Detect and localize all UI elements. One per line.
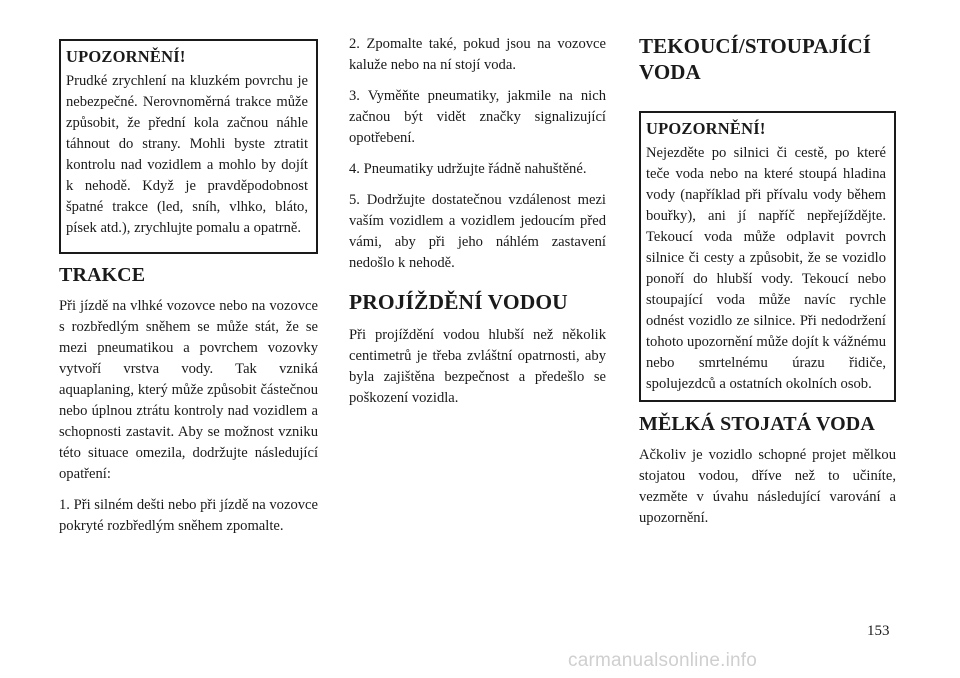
section-title-driving-through-water: PROJÍŽDĚNÍ VODOU [349,290,568,314]
section-title-flowing-water [639,33,896,85]
warning-box-acceleration [59,39,318,254]
column-middle [349,0,606,419]
section-title-shallow-standing-water: MĚLKÁ STOJATÁ VODA [639,413,875,435]
watermark: carmanualsonline.info [568,650,758,671]
traction-step-3: 3. Vyměňte pneumatiky, jakmile na nich začnou být vidět značky signalizující opotřebení. [349,88,606,146]
page-number: 153 [867,623,890,639]
warning-title: UPOZORNĚNÍ! [646,119,766,138]
section-title-flowing-water-line2: VODA [639,60,701,84]
warning-text: Nejezděte po silnici či cestě, po které teče voda nebo na které stoupá hladina vody (například při přívalu vody během bouřky), ani jí napříč nepřejíždějte. Tekoucí voda může odplavit povrch silnice či cesty a způsobit, že se vozidlo ponoří do hlubší vody. Tekoucí nebo stoupající voda může navíc rychle odnést vozidlo ze silnice. Při nedodržení tohoto upozornění může dojít k vážnému nebo smrtelnému úrazu řidiče, spolujezdců a ostatních okolních osob. [646,145,886,392]
shallow-standing-water-text: Ačkoliv je vozidlo schopné projet mělkou stojatou vodou, dříve než to učiníte, vezměte v úvahu následující varování a upozornění. [639,447,896,526]
section-title-flowing-water-line1: TEKOUCÍ/STOUPAJÍCÍ [639,34,872,58]
traction-step-4: 4. Pneumatiky udržujte řádně nahuštěné. [349,161,587,177]
traction-step-5: 5. Dodržujte dostatečnou vzdálenost mezi vaším vozidlem a vozidlem jedoucím před vámi, aby při jeho náhlém zastavení nedošlo k nehodě. [349,192,606,271]
column-right [639,0,896,539]
column-left [59,0,318,547]
traction-step-2: 2. Zpomalte také, pokud jsou na vozovce kaluže nebo na ní stojí voda. [349,36,606,73]
warning-title: UPOZORNĚNÍ! [66,47,186,66]
traction-paragraph: Při jízdě na vlhké vozovce nebo na vozovce s rozbředlým sněhem se může stát, že se mezi pneumatikou a povrchem vozovky vytvoří vrstva vody. Tak vzniká aquaplaning, který může způsobit částečnou nebo úplnou ztrátu kontroly nad vozidlem a schopnosti zastavit. Aby se možnost vzniku této situace omezila, dodržujte následující opatření: [59,298,318,482]
warning-text: Prudké zrychlení na kluzkém povrchu je nebezpečné. Nerovnoměrná trakce může způsobit, že přední kola začnou náhle táhnout do strany. Mohli byste ztratit kontrolu nad vozidlem a mohlo by dojít k nehodě. Když je pravděpodobnost špatné trakce (led, sníh, vlhko, bláto, písek atd.), zrychlujte pomalu a opatrně. [66,73,308,236]
section-title-traction: TRAKCE [59,264,146,286]
traction-step-1: 1. Při silném dešti nebo při jízdě na vozovce pokryté rozbředlým sněhem zpomalte. [59,497,318,534]
warning-box-flowing-water [639,111,896,402]
driving-through-water-text: Při projíždění vodou hlubší než několik centimetrů je třeba zvláštní opatrnosti, aby byla zajištěna bezpečnost a předešlo se poškození vozidla. [349,327,606,406]
